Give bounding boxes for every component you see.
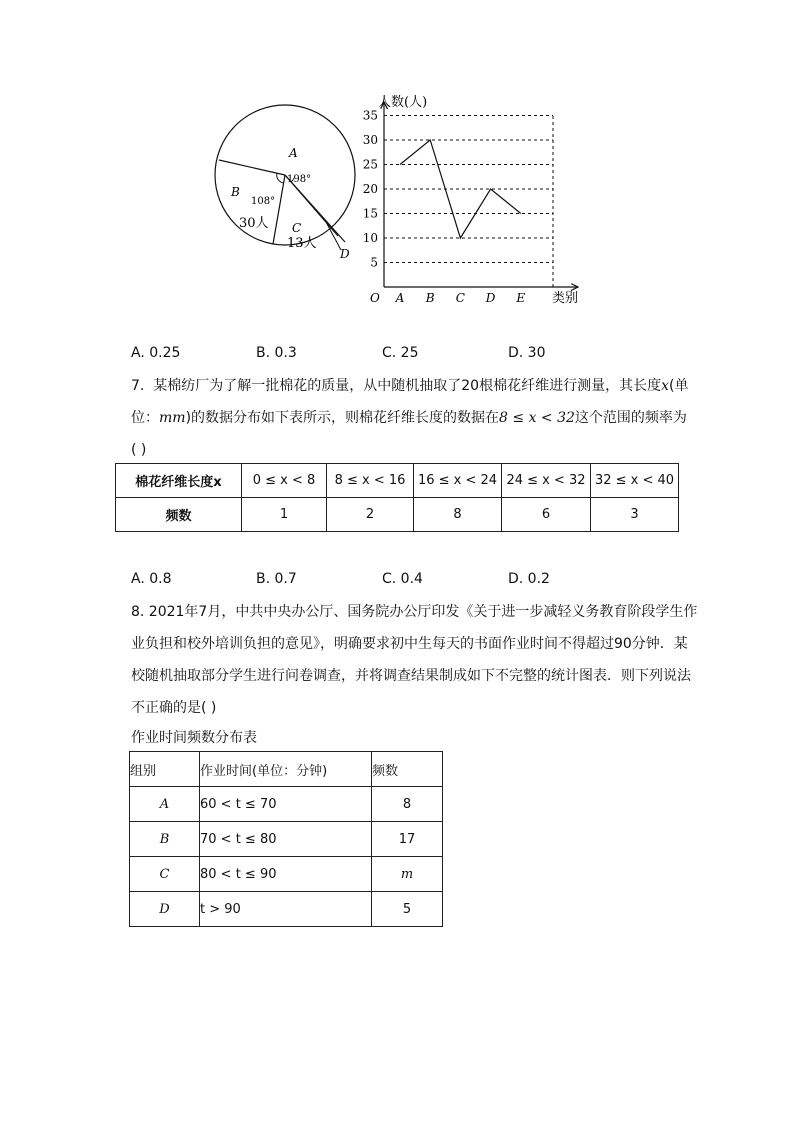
pie-angle-a: 198° [287,174,312,185]
q7-range-cell: 32 ≤ x < 40 [591,464,679,498]
table-row [130,822,443,857]
x-axis-label: 类别 [552,291,579,306]
q8-freq-cell: 17 [372,822,443,857]
q7-table [115,463,679,532]
pie-angle-b: 108° [251,196,276,207]
q7-stem [131,370,691,466]
q7-var-x: x [661,378,669,394]
q7-range-cell: 8 ≤ x < 16 [327,464,414,498]
q6-choice-c[interactable]: C. 25 [382,345,419,361]
q7-freq-cell: 1 [242,498,327,532]
pie-chart [205,90,365,270]
q6-choice-a[interactable]: A. 0.25 [131,345,181,361]
q8-stem [131,596,698,724]
x-tick-label: C [455,291,465,305]
q6-choice-b[interactable]: B. 0.3 [256,345,297,361]
y-tick-label: 30 [362,133,378,147]
table-row [116,464,679,498]
q7-text-c: )的数据分布如下表所示，则棉花纤维长度的数据在 [185,410,500,426]
q8-freq-cell: 5 [372,892,443,927]
y-tick-label: 15 [362,206,378,221]
q8-line-4: 不正确的是( ) [131,700,217,716]
q8-group-cell: B [130,822,200,857]
table-row [130,787,443,822]
q7-choice-b[interactable]: B. 0.7 [256,571,297,587]
q7-text-d: 这个范围的频率为 [574,410,687,426]
q7-range-cell: 24 ≤ x < 32 [502,464,591,498]
y-tick-label: 35 [362,108,378,123]
pie-radius-bc [273,175,285,244]
q8-group-cell: A [130,787,200,822]
y-tick-label: 10 [362,231,378,245]
pie-radius-ab [219,160,285,175]
table-row [116,498,679,532]
q7-freq-cell: 6 [502,498,591,532]
q8-header-freq: 频数 [372,752,443,787]
q7-range: 8 ≤ x < 32 [499,410,575,426]
x-tick-label: E [516,291,526,305]
y-tick-label: 25 [362,157,378,172]
q7-choices [131,571,691,591]
q7-number: 7. [131,378,145,394]
q8-group-cell: C [130,857,200,892]
q7-freq-label: 频数 [116,498,242,532]
q7-freq-cell: 3 [591,498,679,532]
pie-label-b: B [231,185,240,199]
q7-table-header: 棉花纤维长度x [116,464,242,498]
q8-time-cell: 80 < t ≤ 90 [200,857,372,892]
q7-text-b: (单位： [131,378,689,426]
q6-choice-d[interactable]: D. 30 [508,345,546,361]
q8-line-1: 8. 2021年7月，中共中央办公厅、国务院办公厅印发《关于进一步减轻义务教育阶段学生作 [131,604,698,620]
origin-label: O [370,291,380,305]
q8-line-2: 业负担和校外培训负担的意见》，明确要求初中生每天的书面作业时间不得超过90分钟．某 [131,636,688,652]
q8-time-cell: 70 < t ≤ 80 [200,822,372,857]
q8-freq-cell: 8 [372,787,443,822]
table-row [130,892,443,927]
q7-paren: ( ) [131,442,147,458]
x-tick-label: D [485,291,496,305]
q8-header-time: 作业时间(单位：分钟) [200,752,372,787]
q8-group-cell: D [130,892,200,927]
q7-freq-cell: 8 [414,498,502,532]
q7-freq-cell: 2 [327,498,414,532]
q8-header-group: 组别 [130,752,200,787]
q8-freq-cell: m [372,857,443,892]
q7-unit: mm [159,410,186,426]
pie-label-d: D [340,247,350,261]
pie-count-b: 30人 [239,216,269,231]
q7-range-cell: 16 ≤ x < 24 [414,464,502,498]
q8-line-3: 校随机抽取部分学生进行问卷调查，并将调查结果制成如下不完整的统计图表．则下列说法 [131,668,691,684]
q8-table [129,751,443,927]
q7-text-a: 某棉纺厂为了解一批棉花的质量，从中随机抽取了20根棉花纤维进行测量，其长度 [153,378,662,394]
q8-time-cell: 60 < t ≤ 70 [200,787,372,822]
pie-label-a: A [289,146,298,160]
q7-choice-d[interactable]: D. 0.2 [508,571,550,587]
y-tick-label: 20 [362,182,378,196]
q7-choice-c[interactable]: C. 0.4 [382,571,423,587]
table-row [130,752,443,787]
q7-range-cell: 0 ≤ x < 8 [242,464,327,498]
pie-label-c: C [292,221,302,235]
y-axis-label: 人数(人) [378,95,428,110]
y-tick-label: 5 [370,255,378,270]
q6-choices [131,345,691,365]
table-row [130,857,443,892]
q8-time-cell: t > 90 [200,892,372,927]
series-line [400,140,521,238]
q7-choice-a[interactable]: A. 0.8 [131,571,172,587]
x-tick-label: A [395,291,405,305]
q8-table-title: 作业时间频数分布表 [131,730,257,746]
pie-count-c: 13人 [287,236,317,251]
x-tick-label: B [425,291,435,305]
line-chart [360,90,590,310]
